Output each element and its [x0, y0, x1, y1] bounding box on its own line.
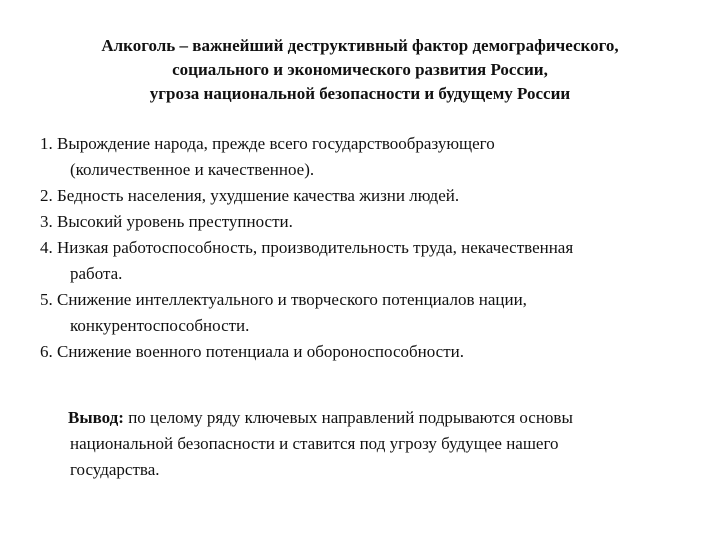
list-item-1-line-1: 1. Вырождение народа, прежде всего государствообразующего	[40, 134, 495, 153]
list-item-4-line-1: 4. Низкая работоспособность, производительность труда, некачественная	[40, 238, 574, 257]
conclusion-line-3: государства.	[70, 460, 160, 479]
list-item-1-line-2: (количественное и качественное).	[70, 160, 315, 179]
factor-list	[40, 131, 700, 365]
conclusion-text-1: по целому ряду ключевых направлений подрываются основы	[123, 408, 573, 427]
list-item-2	[40, 183, 700, 209]
slide-title	[30, 34, 690, 106]
list-item-5	[40, 287, 700, 339]
list-item-4-line-2: работа.	[70, 264, 123, 283]
conclusion	[40, 405, 700, 483]
list-item-3	[40, 209, 700, 235]
conclusion-line-2: национальной безопасности и ставится под угрозу будущее нашего	[70, 434, 559, 453]
list-item-2-line-1: 2. Бедность населения, ухудшение качества жизни людей.	[40, 186, 460, 205]
list-item-6	[40, 339, 700, 365]
list-item-4	[40, 235, 700, 287]
list-item-5-line-1: 5. Снижение интеллектуального и творческого потенциалов нации,	[40, 290, 527, 309]
list-item-1	[40, 131, 700, 183]
conclusion-label: Вывод:	[68, 408, 124, 427]
list-item-5-line-2: конкурентоспособности.	[70, 316, 250, 335]
conclusion-line-1	[40, 405, 700, 431]
list-item-3-line-1: 3. Высокий уровень преступности.	[40, 212, 293, 231]
title-line-1: Алкоголь – важнейший деструктивный фактор демографического,	[101, 36, 619, 55]
title-line-2: социального и экономического развития России,	[172, 60, 548, 79]
list-item-6-line-1: 6. Снижение военного потенциала и обороноспособности.	[40, 342, 464, 361]
title-line-3: угроза национальной безопасности и будущему России	[149, 84, 571, 103]
